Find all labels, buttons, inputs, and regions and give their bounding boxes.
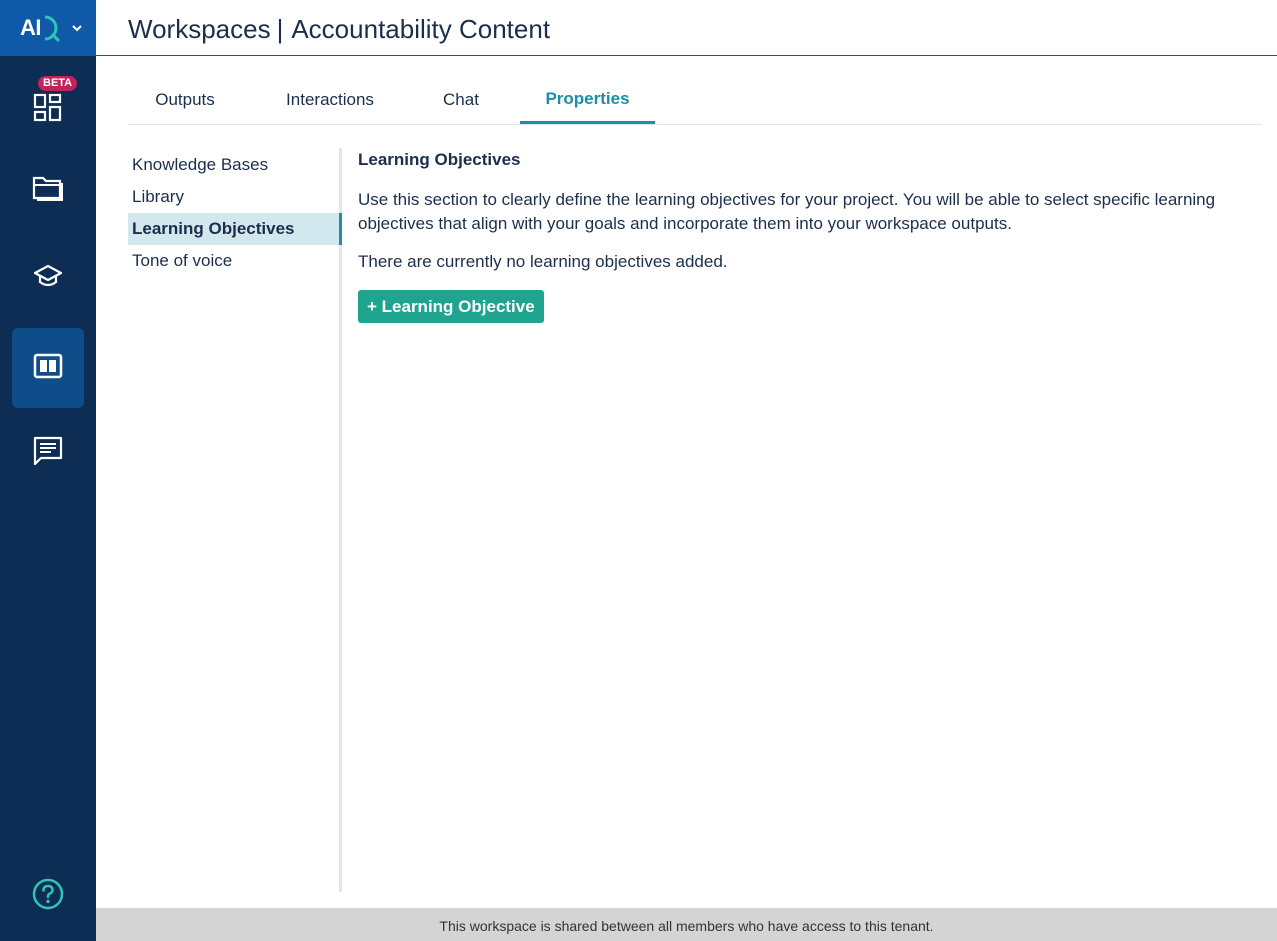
properties-content: [358, 148, 1238, 323]
chevron-down-icon: [72, 24, 82, 32]
folder-icon: [32, 174, 64, 207]
workspace-icon: [33, 353, 63, 384]
tab-bar: [128, 76, 1262, 125]
header: [96, 0, 1277, 56]
subnav-item-library[interactable]: Library: [132, 187, 184, 206]
dashboard-icon: [33, 93, 63, 128]
sidebar-item-learning[interactable]: [12, 239, 84, 317]
sidebar-item-workspaces[interactable]: [12, 328, 84, 408]
section-title: Learning Objectives: [358, 150, 521, 169]
graduation-cap-icon: [33, 263, 63, 294]
help-icon[interactable]: [32, 878, 64, 910]
q-logo-icon: [42, 14, 62, 42]
tab-interactions[interactable]: Interactions: [286, 90, 374, 109]
sidebar: [0, 0, 96, 941]
logo: [20, 14, 62, 42]
add-learning-objective-button[interactable]: + Learning Objective: [358, 290, 544, 323]
sidebar-item-chat[interactable]: [12, 414, 84, 492]
properties-subnav: [128, 148, 342, 892]
tab-properties[interactable]: Properties: [520, 76, 655, 124]
breadcrumb-separator: |: [276, 14, 284, 44]
tab-outputs[interactable]: Outputs: [155, 90, 215, 109]
sidebar-item-files[interactable]: [12, 151, 84, 229]
beta-badge: BETA: [38, 76, 77, 91]
empty-state-message: There are currently no learning objectives added.: [358, 252, 728, 271]
footer-notice: This workspace is shared between all members who have access to this tenant.: [96, 908, 1277, 941]
subnav-item-learning-objectives[interactable]: Learning Objectives: [128, 213, 342, 245]
logo-text: AI: [20, 15, 41, 40]
subnav-item-tone-of-voice[interactable]: Tone of voice: [132, 251, 233, 270]
page-title: [128, 14, 550, 45]
sidebar-item-dashboard[interactable]: [12, 71, 84, 149]
subnav-item-knowledge-bases[interactable]: Knowledge Bases: [132, 155, 269, 174]
workspace-title: Accountability Content: [291, 14, 551, 44]
chat-icon: [33, 436, 63, 471]
breadcrumb-section[interactable]: Workspaces: [128, 14, 271, 44]
section-description: Use this section to clearly define the learning objectives for your project. You will be able to select specific learning objectives that align with your goals and incorporate them into your workspace outputs.: [358, 190, 1216, 233]
app-switcher[interactable]: [0, 0, 96, 56]
tab-chat[interactable]: Chat: [443, 90, 479, 109]
